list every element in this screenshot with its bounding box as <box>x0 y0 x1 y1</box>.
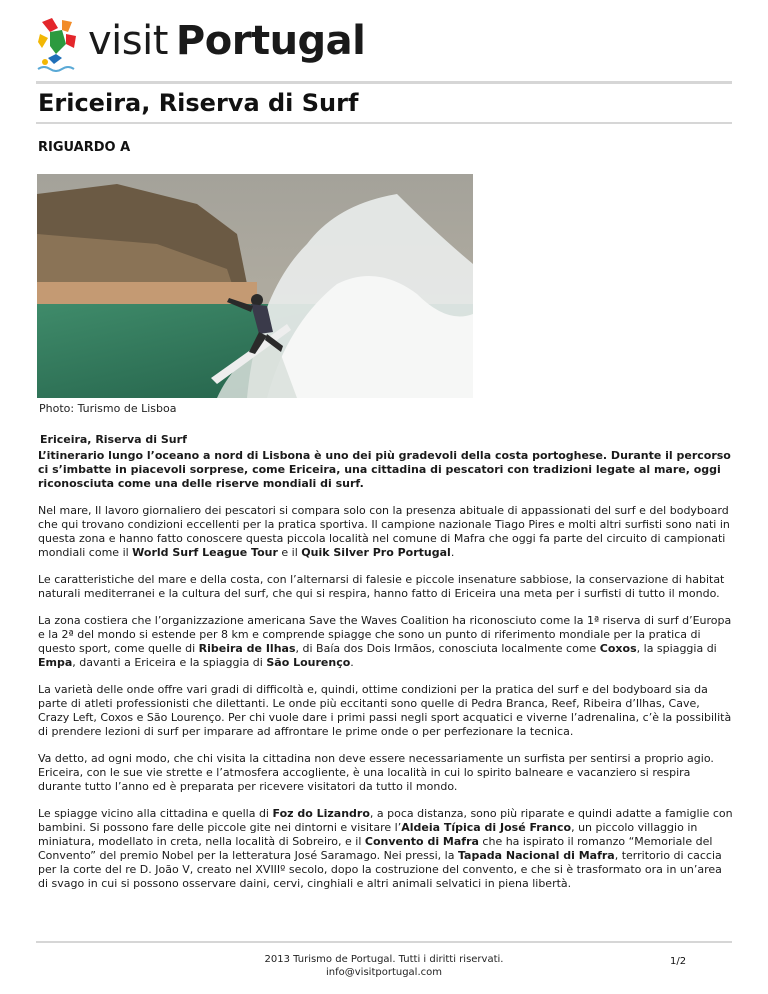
article-paragraph-1: Nel mare, Il lavoro giornaliero dei pescatori si compara solo con la presenza abituale di appassionati del surf e del bodyboard che qui trovano condizioni eccellenti per la pratica sportiva. Il campione nazionale Tiago Pires e molti altri surfisti sono nati in questa zona e hanno fatto conoscere questa piccola località nel comune di Mafra che oggi fa parte del circuito di campionati mondiali come il World Surf League Tour e il Quik Silver Pro Portugal. <box>38 504 730 559</box>
article-paragraph-3: La zona costiera che l’organizzazione americana Save the Waves Coalition ha riconosciuto come la 1ª riserva di surf d’Europa e la 2ª del mondo si estende per 8 km e comprende spiagge che sono un punto di riferimento mondiale per la pratica di questo sport, come quelle di Ribeira de Ilhas, di Baía dos Dois Irmãos, conosciuta localmente come Coxos, la spiaggia di Empa, davanti a Ericeira e la spiaggia di São Lourenço. <box>38 614 732 669</box>
footer-email[interactable]: info@visitportugal.com <box>326 967 442 978</box>
article-subtitle: Ericeira, Riserva di Surf <box>40 433 187 446</box>
page-number: 1/2 <box>670 956 687 967</box>
article-paragraph-6: Le spiagge vicino alla cittadina e quella di Foz do Lizandro, a poca distanza, sono più riparate e quindi adatte a famiglie con bambini. Si possono fare delle piccole gite nei dintorni e visitare l’Aldeia Típica di José Franco, un piccolo villaggio in miniatura, modellato in creta, nella località di Sobreiro, e il Convento di Mafra che ha ispirato il romanzo “Memoriale del Convento” del premio Nobel per la letteratura José Saramago. Nei pressi, la Tapada Nacional di Mafra, territorio di caccia per la corte del re D. João V, creato nel XVIIIº secolo, dopo la costruzione del convento, e che si è trasformato ora in un’area di svago in cui si possono osservare daini, cervi, cinghiali e altri animali selvatici in piena libertà. <box>38 807 733 890</box>
visit-portugal-logo[interactable] <box>36 14 366 72</box>
footer-copyright: 2013 Turismo de Portugal. Tutti i diritti riservati. <box>264 954 504 965</box>
logo-word-visit: visit <box>88 18 168 64</box>
article-paragraph-4: La varietà delle onde offre vari gradi di difficoltà e, quindi, ottime condizioni per la pratica del surf e del bodyboard sia da parte di atleti professionisti che dilettanti. Le onde più eccitanti sono quelle di Pedra Branca, Reef, Ribeira d’Ilhas, Cave, Crazy Left, Coxos e São Lourenço. Per chi vuole dare i primi passi negli sport acquatici e viverne l’adrenalina, c’è la possibilità di prendere lezioni di surf per imparare ad affrontare le prime onde o per perfezionare la tecnica. <box>38 683 732 738</box>
logo-wordmark <box>88 18 365 64</box>
article-paragraph-5: Va detto, ad ogni modo, che chi visita la cittadina non deve essere necessariamente un surfista per sentirsi a proprio agio. Ericeira, con le sue vie strette e l’atmosfera accogliente, è una località in cui lo spirito balneare e vacanziero si respira durante tutto l’anno ed è preparata per ricevere visitatori da tutto il mondo. <box>38 752 714 793</box>
footer-divider <box>36 941 732 943</box>
footer <box>0 953 768 979</box>
portugal-emblem-icon <box>36 14 86 72</box>
article-body <box>38 433 734 904</box>
photo-caption: Photo: Turismo de Lisboa <box>39 402 177 415</box>
surf-photo <box>37 174 473 398</box>
page-title: Ericeira, Riserva di Surf <box>38 89 359 117</box>
title-divider <box>36 122 732 124</box>
header-divider <box>36 81 732 84</box>
logo-word-portugal: Portugal <box>175 18 366 64</box>
article-paragraph-2: Le caratteristiche del mare e della costa, con l’alternarsi di falesie e piccole insenature sabbiose, la conservazione di habitat naturali mediterranei e la cultura del surf, che qui si respira, hanno fatto di Ericeira una meta per i surfisti di tutto il mondo. <box>38 573 725 600</box>
article-lead: L’itinerario lungo l’oceano a nord di Lisbona è uno dei più gradevoli della costa portoghese. Durante il percorso ci s’imbatte in piacevoli sorprese, come Ericeira, una cittadina di pescatori con tradizioni legate al mare, oggi riconosciuta come una delle riserve mondiali di surf. <box>38 449 731 490</box>
section-heading: RIGUARDO A <box>38 140 131 155</box>
